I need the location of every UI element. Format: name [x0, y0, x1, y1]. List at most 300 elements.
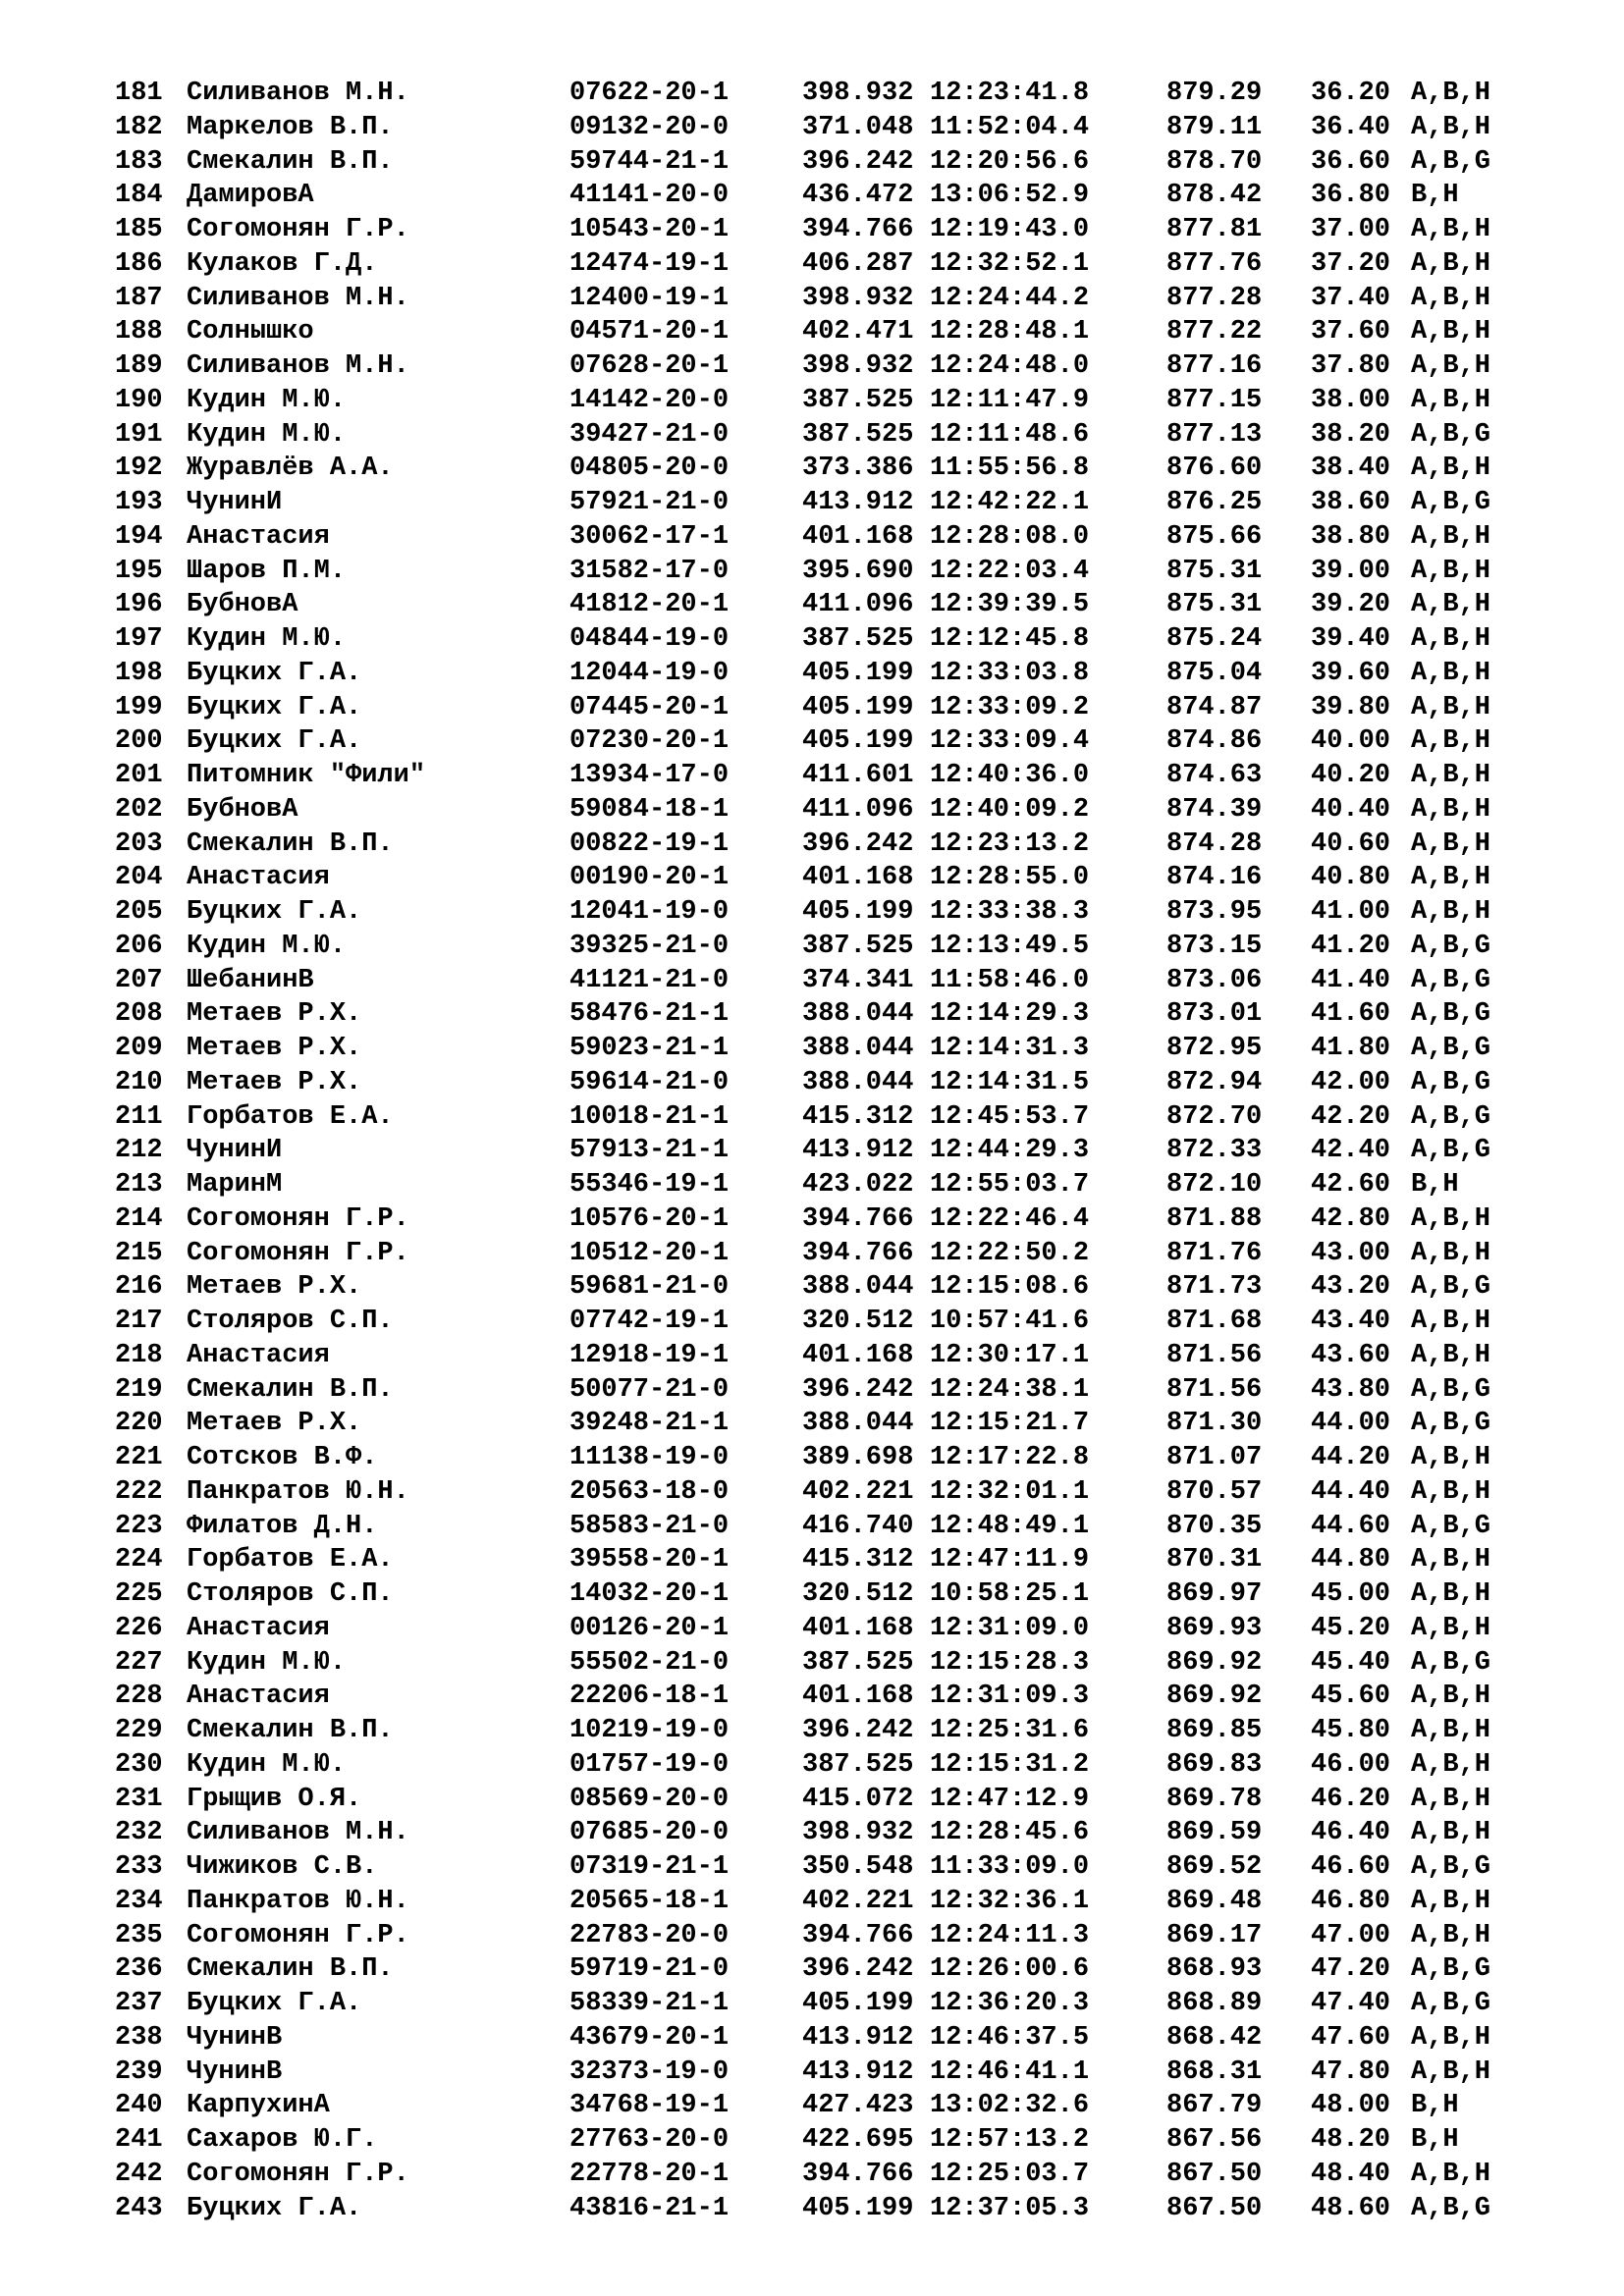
result-row	[115, 997, 1568, 1032]
distance-value: 320.512	[802, 1307, 914, 1336]
groups-value: A,B,H	[1411, 624, 1491, 654]
ring-number: 12041-19-0	[569, 897, 730, 927]
ring-number: 59084-18-1	[569, 794, 730, 825]
result-row	[115, 622, 1568, 657]
arrival-time: 12:44:29.3	[930, 1136, 1090, 1166]
coefficient-value: 44.20	[1311, 1443, 1391, 1472]
arrival-time: 12:31:09.0	[930, 1613, 1090, 1643]
coefficient-value: 43.80	[1311, 1374, 1391, 1405]
result-row	[115, 1646, 1568, 1681]
speed-value: 875.31	[1166, 556, 1263, 586]
arrival-time: 12:28:48.1	[930, 317, 1090, 347]
arrival-time: 12:22:03.4	[930, 556, 1090, 586]
ring-number: 59023-21-1	[569, 1034, 730, 1063]
result-row	[115, 1134, 1568, 1168]
owner-name: БубновА	[187, 590, 298, 620]
arrival-time: 12:17:22.8	[930, 1443, 1090, 1472]
owner-name: ЧунинИ	[187, 488, 283, 517]
owner-name: Кулаков Г.Д.	[187, 248, 378, 279]
ring-number: 34768-19-1	[569, 2091, 730, 2121]
result-row	[115, 555, 1568, 589]
arrival-time: 12:13:49.5	[930, 931, 1090, 961]
ring-number: 04805-20-0	[569, 454, 730, 484]
speed-value: 867.50	[1166, 2193, 1263, 2223]
distance-value: 387.525	[802, 385, 914, 415]
coefficient-value: 43.20	[1311, 1272, 1391, 1303]
coefficient-value: 44.00	[1311, 1409, 1391, 1439]
distance-value: 405.199	[802, 1989, 914, 2018]
ring-number: 07319-21-1	[569, 1852, 730, 1882]
result-row	[115, 1543, 1568, 1577]
owner-name: Кудин М.Ю.	[187, 624, 347, 654]
coefficient-value: 41.80	[1311, 1034, 1391, 1063]
groups-value: A,B,H	[1411, 2022, 1491, 2053]
speed-value: 875.31	[1166, 590, 1263, 620]
place-number: 231	[115, 1784, 163, 1814]
distance-value: 396.242	[802, 828, 914, 859]
result-row	[115, 1577, 1568, 1612]
arrival-time: 12:28:08.0	[930, 521, 1090, 552]
result-row	[115, 930, 1568, 964]
speed-value: 874.87	[1166, 692, 1263, 722]
result-row	[115, 793, 1568, 828]
coefficient-value: 42.20	[1311, 1101, 1391, 1132]
owner-name: Силиванов М.Н.	[187, 351, 409, 381]
coefficient-value: 41.60	[1311, 999, 1391, 1030]
speed-value: 871.76	[1166, 1238, 1263, 1268]
ring-number: 20565-18-1	[569, 1886, 730, 1916]
distance-value: 427.423	[802, 2091, 914, 2121]
groups-value: A,B,H	[1411, 215, 1491, 244]
place-number: 183	[115, 146, 163, 177]
ring-number: 59744-21-1	[569, 146, 730, 177]
result-row	[115, 1339, 1568, 1373]
groups-value: A,B,H	[1411, 2056, 1491, 2087]
coefficient-value: 38.80	[1311, 521, 1391, 552]
owner-name: Силиванов М.Н.	[187, 79, 409, 108]
speed-value: 869.17	[1166, 1920, 1263, 1950]
distance-value: 394.766	[802, 1203, 914, 1234]
ring-number: 00190-20-1	[569, 863, 730, 893]
ring-number: 14032-20-1	[569, 1579, 730, 1609]
coefficient-value: 48.00	[1311, 2091, 1391, 2121]
owner-name: Солнышко	[187, 317, 314, 347]
arrival-time: 11:55:56.8	[930, 454, 1090, 484]
distance-value: 394.766	[802, 1920, 914, 1950]
groups-value: A,B,G	[1411, 1101, 1491, 1132]
result-row	[115, 1270, 1568, 1305]
groups-value: A,B,G	[1411, 1647, 1491, 1678]
arrival-time: 12:23:13.2	[930, 828, 1090, 859]
place-number: 237	[115, 1989, 163, 2018]
coefficient-value: 37.40	[1311, 283, 1391, 313]
result-row	[115, 1987, 1568, 2021]
coefficient-value: 36.80	[1311, 181, 1391, 211]
ring-number: 08569-20-0	[569, 1784, 730, 1814]
arrival-time: 12:20:56.6	[930, 146, 1090, 177]
speed-value: 878.42	[1166, 181, 1263, 211]
arrival-time: 10:58:25.1	[930, 1579, 1090, 1609]
groups-value: A,B,H	[1411, 1307, 1491, 1336]
arrival-time: 12:11:48.6	[930, 419, 1090, 450]
ring-number: 20563-18-0	[569, 1476, 730, 1507]
coefficient-value: 44.40	[1311, 1476, 1391, 1507]
coefficient-value: 46.80	[1311, 1886, 1391, 1916]
coefficient-value: 39.20	[1311, 590, 1391, 620]
arrival-time: 12:15:08.6	[930, 1272, 1090, 1303]
ring-number: 12474-19-1	[569, 248, 730, 279]
arrival-time: 12:24:44.2	[930, 283, 1090, 313]
arrival-time: 12:36:20.3	[930, 1989, 1090, 2018]
arrival-time: 12:26:00.6	[930, 1954, 1090, 1985]
coefficient-value: 36.40	[1311, 112, 1391, 142]
coefficient-value: 38.60	[1311, 488, 1391, 517]
owner-name: Силиванов М.Н.	[187, 1818, 409, 1848]
groups-value: A,B,H	[1411, 1682, 1491, 1712]
arrival-time: 13:06:52.9	[930, 181, 1090, 211]
groups-value: A,B,H	[1411, 112, 1491, 142]
place-number: 241	[115, 2125, 163, 2155]
distance-value: 413.912	[802, 2056, 914, 2087]
distance-value: 394.766	[802, 2159, 914, 2189]
speed-value: 868.42	[1166, 2022, 1263, 2053]
owner-name: ЧунинВ	[187, 2056, 283, 2087]
distance-value: 405.199	[802, 726, 914, 757]
groups-value: A,B,H	[1411, 1238, 1491, 1268]
arrival-time: 12:25:31.6	[930, 1716, 1090, 1745]
groups-value: A,B,H	[1411, 1886, 1491, 1916]
arrival-time: 12:31:09.3	[930, 1682, 1090, 1712]
ring-number: 39248-21-1	[569, 1409, 730, 1439]
ring-number: 22206-18-1	[569, 1682, 730, 1712]
owner-name: Согомонян Г.Р.	[187, 2159, 409, 2189]
place-number: 217	[115, 1307, 163, 1336]
speed-value: 874.86	[1166, 726, 1263, 757]
speed-value: 877.13	[1166, 419, 1263, 450]
distance-value: 388.044	[802, 1067, 914, 1097]
speed-value: 877.16	[1166, 351, 1263, 381]
coefficient-value: 45.00	[1311, 1579, 1391, 1609]
distance-value: 387.525	[802, 931, 914, 961]
place-number: 229	[115, 1716, 163, 1745]
place-number: 194	[115, 521, 163, 552]
ring-number: 59614-21-0	[569, 1067, 730, 1097]
coefficient-value: 43.60	[1311, 1340, 1391, 1370]
arrival-time: 12:14:29.3	[930, 999, 1090, 1030]
groups-value: A,B,H	[1411, 454, 1491, 484]
coefficient-value: 39.80	[1311, 692, 1391, 722]
owner-name: Столяров С.П.	[187, 1307, 394, 1336]
owner-name: Филатов Д.Н.	[187, 1511, 378, 1541]
speed-value: 869.59	[1166, 1818, 1263, 1848]
groups-value: A,B,G	[1411, 1067, 1491, 1097]
speed-value: 875.04	[1166, 658, 1263, 688]
groups-value: A,B,G	[1411, 488, 1491, 517]
speed-value: 873.95	[1166, 897, 1263, 927]
ring-number: 09132-20-0	[569, 112, 730, 142]
place-number: 220	[115, 1409, 163, 1439]
groups-value: A,B,H	[1411, 1579, 1491, 1609]
groups-value: A,B,H	[1411, 1203, 1491, 1234]
groups-value: B,H	[1411, 181, 1459, 211]
place-number: 212	[115, 1136, 163, 1166]
owner-name: Буцких Г.А.	[187, 658, 362, 688]
groups-value: A,B,H	[1411, 794, 1491, 825]
arrival-time: 12:42:22.1	[930, 488, 1090, 517]
groups-value: A,B,G	[1411, 1852, 1491, 1882]
distance-value: 411.096	[802, 590, 914, 620]
result-row	[115, 1407, 1568, 1441]
result-row	[115, 588, 1568, 622]
result-row	[115, 759, 1568, 793]
speed-value: 871.56	[1166, 1340, 1263, 1370]
speed-value: 873.01	[1166, 999, 1263, 1030]
place-number: 239	[115, 2056, 163, 2087]
distance-value: 413.912	[802, 488, 914, 517]
ring-number: 22778-20-1	[569, 2159, 730, 2189]
owner-name: Согомонян Г.Р.	[187, 215, 409, 244]
groups-value: A,B,H	[1411, 1613, 1491, 1643]
distance-value: 405.199	[802, 692, 914, 722]
ring-number: 01757-19-0	[569, 1749, 730, 1780]
groups-value: A,B,G	[1411, 146, 1491, 177]
arrival-time: 12:12:45.8	[930, 624, 1090, 654]
coefficient-value: 37.00	[1311, 215, 1391, 244]
distance-value: 405.199	[802, 897, 914, 927]
coefficient-value: 43.40	[1311, 1307, 1391, 1336]
groups-value: A,B,G	[1411, 2193, 1491, 2223]
distance-value: 405.199	[802, 658, 914, 688]
owner-name: Анастасия	[187, 1340, 330, 1370]
place-number: 219	[115, 1374, 163, 1405]
coefficient-value: 40.60	[1311, 828, 1391, 859]
owner-name: Согомонян Г.Р.	[187, 1203, 409, 1234]
speed-value: 872.33	[1166, 1136, 1263, 1166]
place-number: 200	[115, 726, 163, 757]
place-number: 199	[115, 692, 163, 722]
arrival-time: 12:55:03.7	[930, 1170, 1090, 1200]
arrival-time: 12:19:43.0	[930, 215, 1090, 244]
distance-value: 396.242	[802, 1954, 914, 1985]
place-number: 210	[115, 1067, 163, 1097]
place-number: 207	[115, 965, 163, 995]
groups-value: A,B,G	[1411, 1272, 1491, 1303]
result-row	[115, 111, 1568, 145]
coefficient-value: 45.40	[1311, 1647, 1391, 1678]
arrival-time: 12:46:37.5	[930, 2022, 1090, 2053]
owner-name: ЧунинВ	[187, 2022, 283, 2053]
distance-value: 398.932	[802, 1818, 914, 1848]
place-number: 182	[115, 112, 163, 142]
result-row	[115, 486, 1568, 520]
ring-number: 57921-21-0	[569, 488, 730, 517]
speed-value: 867.56	[1166, 2125, 1263, 2155]
distance-value: 388.044	[802, 1272, 914, 1303]
speed-value: 872.10	[1166, 1170, 1263, 1200]
distance-value: 387.525	[802, 624, 914, 654]
ring-number: 07445-20-1	[569, 692, 730, 722]
distance-value: 396.242	[802, 1374, 914, 1405]
place-number: 242	[115, 2159, 163, 2189]
place-number: 215	[115, 1238, 163, 1268]
result-row	[115, 1237, 1568, 1271]
result-row	[115, 77, 1568, 111]
place-number: 190	[115, 385, 163, 415]
coefficient-value: 36.20	[1311, 79, 1391, 108]
arrival-time: 12:15:31.2	[930, 1749, 1090, 1780]
result-row	[115, 964, 1568, 998]
result-row	[115, 349, 1568, 384]
ring-number: 50077-21-0	[569, 1374, 730, 1405]
distance-value: 396.242	[802, 1716, 914, 1745]
place-number: 214	[115, 1203, 163, 1234]
result-row	[115, 1475, 1568, 1510]
coefficient-value: 48.40	[1311, 2159, 1391, 2189]
speed-value: 872.95	[1166, 1034, 1263, 1063]
owner-name: Столяров С.П.	[187, 1579, 394, 1609]
speed-value: 874.39	[1166, 794, 1263, 825]
place-number: 197	[115, 624, 163, 654]
distance-value: 406.287	[802, 248, 914, 279]
result-row	[115, 179, 1568, 213]
coefficient-value: 38.00	[1311, 385, 1391, 415]
coefficient-value: 45.20	[1311, 1613, 1391, 1643]
coefficient-value: 47.60	[1311, 2022, 1391, 2053]
owner-name: Горбатов Е.А.	[187, 1545, 394, 1575]
coefficient-value: 47.20	[1311, 1954, 1391, 1985]
arrival-time: 12:33:09.4	[930, 726, 1090, 757]
ring-number: 07622-20-1	[569, 79, 730, 108]
speed-value: 878.70	[1166, 146, 1263, 177]
ring-number: 07628-20-1	[569, 351, 730, 381]
ring-number: 07742-19-1	[569, 1307, 730, 1336]
owner-name: Метаев Р.Х.	[187, 1272, 362, 1303]
distance-value: 350.548	[802, 1852, 914, 1882]
coefficient-value: 40.80	[1311, 863, 1391, 893]
speed-value: 869.93	[1166, 1613, 1263, 1643]
place-number: 243	[115, 2193, 163, 2223]
result-row	[115, 724, 1568, 759]
distance-value: 371.048	[802, 112, 914, 142]
coefficient-value: 46.20	[1311, 1784, 1391, 1814]
coefficient-value: 48.60	[1311, 2193, 1391, 2223]
place-number: 202	[115, 794, 163, 825]
arrival-time: 12:25:03.7	[930, 2159, 1090, 2189]
result-row	[115, 2192, 1568, 2226]
arrival-time: 12:23:41.8	[930, 79, 1090, 108]
arrival-time: 12:32:01.1	[930, 1476, 1090, 1507]
owner-name: Грыщив О.Я.	[187, 1784, 362, 1814]
groups-value: A,B,H	[1411, 761, 1491, 790]
result-row	[115, 213, 1568, 247]
ring-number: 59681-21-0	[569, 1272, 730, 1303]
result-row	[115, 282, 1568, 316]
arrival-time: 12:24:38.1	[930, 1374, 1090, 1405]
distance-value: 398.932	[802, 79, 914, 108]
result-row	[115, 2021, 1568, 2056]
speed-value: 876.25	[1166, 488, 1263, 517]
coefficient-value: 37.80	[1311, 351, 1391, 381]
result-row	[115, 1305, 1568, 1339]
result-row	[115, 2056, 1568, 2090]
place-number: 192	[115, 454, 163, 484]
place-number: 181	[115, 79, 163, 108]
arrival-time: 12:11:47.9	[930, 385, 1090, 415]
coefficient-value: 39.00	[1311, 556, 1391, 586]
place-number: 191	[115, 419, 163, 450]
arrival-time: 12:15:28.3	[930, 1647, 1090, 1678]
place-number: 195	[115, 556, 163, 586]
place-number: 235	[115, 1920, 163, 1950]
ring-number: 58339-21-1	[569, 1989, 730, 2018]
ring-number: 12400-19-1	[569, 283, 730, 313]
result-row	[115, 520, 1568, 555]
owner-name: Шаров П.М.	[187, 556, 347, 586]
groups-value: A,B,H	[1411, 1340, 1491, 1370]
place-number: 201	[115, 761, 163, 790]
speed-value: 869.52	[1166, 1852, 1263, 1882]
place-number: 222	[115, 1476, 163, 1507]
speed-value: 871.07	[1166, 1443, 1263, 1472]
speed-value: 869.83	[1166, 1749, 1263, 1780]
arrival-time: 12:30:17.1	[930, 1340, 1090, 1370]
speed-value: 870.57	[1166, 1476, 1263, 1507]
owner-name: Смекалин В.П.	[187, 146, 394, 177]
arrival-time: 12:46:41.1	[930, 2056, 1090, 2087]
place-number: 205	[115, 897, 163, 927]
place-number: 238	[115, 2022, 163, 2053]
groups-value: A,B,H	[1411, 590, 1491, 620]
place-number: 223	[115, 1511, 163, 1541]
ring-number: 10219-19-0	[569, 1716, 730, 1745]
place-number: 221	[115, 1443, 163, 1472]
ring-number: 57913-21-1	[569, 1136, 730, 1166]
groups-value: A,B,G	[1411, 1511, 1491, 1541]
result-row	[115, 384, 1568, 418]
result-row	[115, 2089, 1568, 2123]
coefficient-value: 44.60	[1311, 1511, 1391, 1541]
speed-value: 877.15	[1166, 385, 1263, 415]
groups-value: A,B,G	[1411, 1954, 1491, 1985]
distance-value: 436.472	[802, 181, 914, 211]
owner-name: Кудин М.Ю.	[187, 931, 347, 961]
groups-value: A,B,H	[1411, 317, 1491, 347]
distance-value: 413.912	[802, 1136, 914, 1166]
speed-value: 877.22	[1166, 317, 1263, 347]
arrival-time: 12:47:12.9	[930, 1784, 1090, 1814]
result-row	[115, 1100, 1568, 1135]
ring-number: 41121-21-0	[569, 965, 730, 995]
place-number: 184	[115, 181, 163, 211]
groups-value: B,H	[1411, 1170, 1459, 1200]
groups-value: A,B,H	[1411, 1716, 1491, 1745]
result-row	[115, 145, 1568, 180]
speed-value: 877.28	[1166, 283, 1263, 313]
speed-value: 868.31	[1166, 2056, 1263, 2087]
ring-number: 58476-21-1	[569, 999, 730, 1030]
coefficient-value: 46.40	[1311, 1818, 1391, 1848]
distance-value: 387.525	[802, 1647, 914, 1678]
ring-number: 39325-21-0	[569, 931, 730, 961]
place-number: 189	[115, 351, 163, 381]
place-number: 236	[115, 1954, 163, 1985]
distance-value: 394.766	[802, 215, 914, 244]
coefficient-value: 39.60	[1311, 658, 1391, 688]
groups-value: A,B,H	[1411, 1749, 1491, 1780]
ring-number: 59719-21-0	[569, 1954, 730, 1985]
owner-name: Смекалин В.П.	[187, 1716, 394, 1745]
arrival-time: 12:28:45.6	[930, 1818, 1090, 1848]
